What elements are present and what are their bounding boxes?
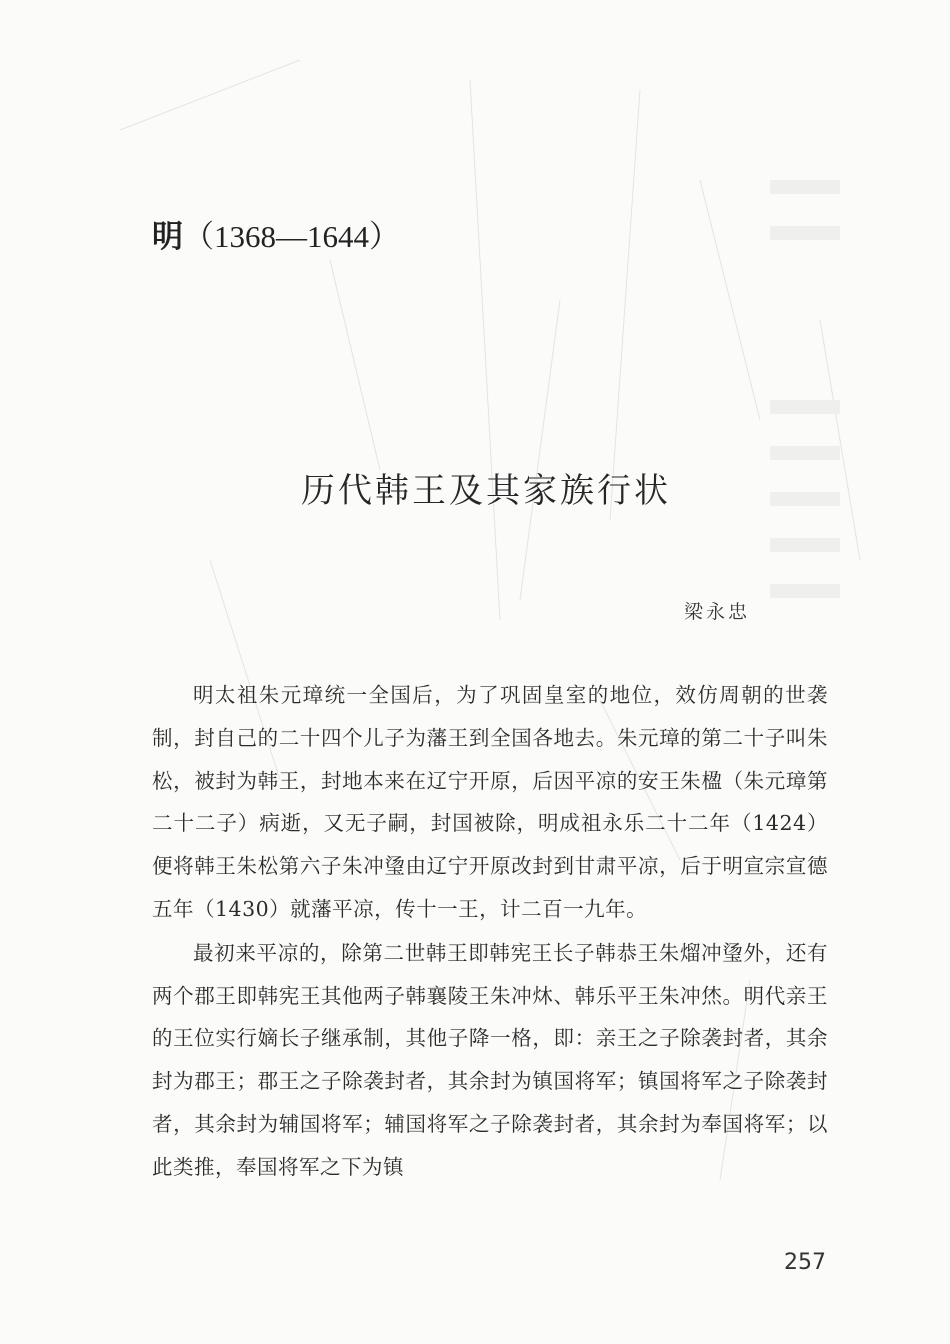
section-heading (152, 214, 400, 259)
article-title: 历代韩王及其家族行状 (301, 471, 671, 511)
dynasty-name: 明 (152, 219, 183, 255)
dynasty-years: （1368—1644） (183, 219, 400, 254)
article-author: 梁永忠 (683, 601, 750, 623)
article-body (152, 674, 828, 1189)
body-paragraph: 最初来平凉的，除第二世韩王即韩宪王长子韩恭王朱熘冲𬍡外，还有两个郡王即韩宪王其他两子韩襄陵王朱冲炑、韩乐平王朱冲烋。明代亲王的王位实行嫡长子继承制，其他子降一格，即：亲王之子除袭封者，其余封为郡王；郡王之子除袭封者，其余封为镇国将军；镇国将军之子除袭封者，其余封为辅国将军；辅国将军之子除袭封者，其余封为奉国将军；以此类推，奉国将军之下为镇 (152, 940, 828, 1179)
page-number: 257 (784, 1250, 826, 1275)
body-paragraph: 明太祖朱元璋统一全国后，为了巩固皇室的地位，效仿周朝的世袭制，封自己的二十四个儿子为藩王到全国各地去。朱元璋的第二十子叫朱松，被封为韩王，封地本来在辽宁开原，后因平凉的安王朱楹（朱元璋第二十二子）病逝，又无子嗣，封国被除，明成祖永乐二十二年（1424）便将韩王朱松第六子朱冲𬍡由辽宁开原改封到甘肃平凉，后于明宣宗宣德五年（1430）就藩平凉，传十一王，计二百一九年。 (152, 683, 828, 921)
